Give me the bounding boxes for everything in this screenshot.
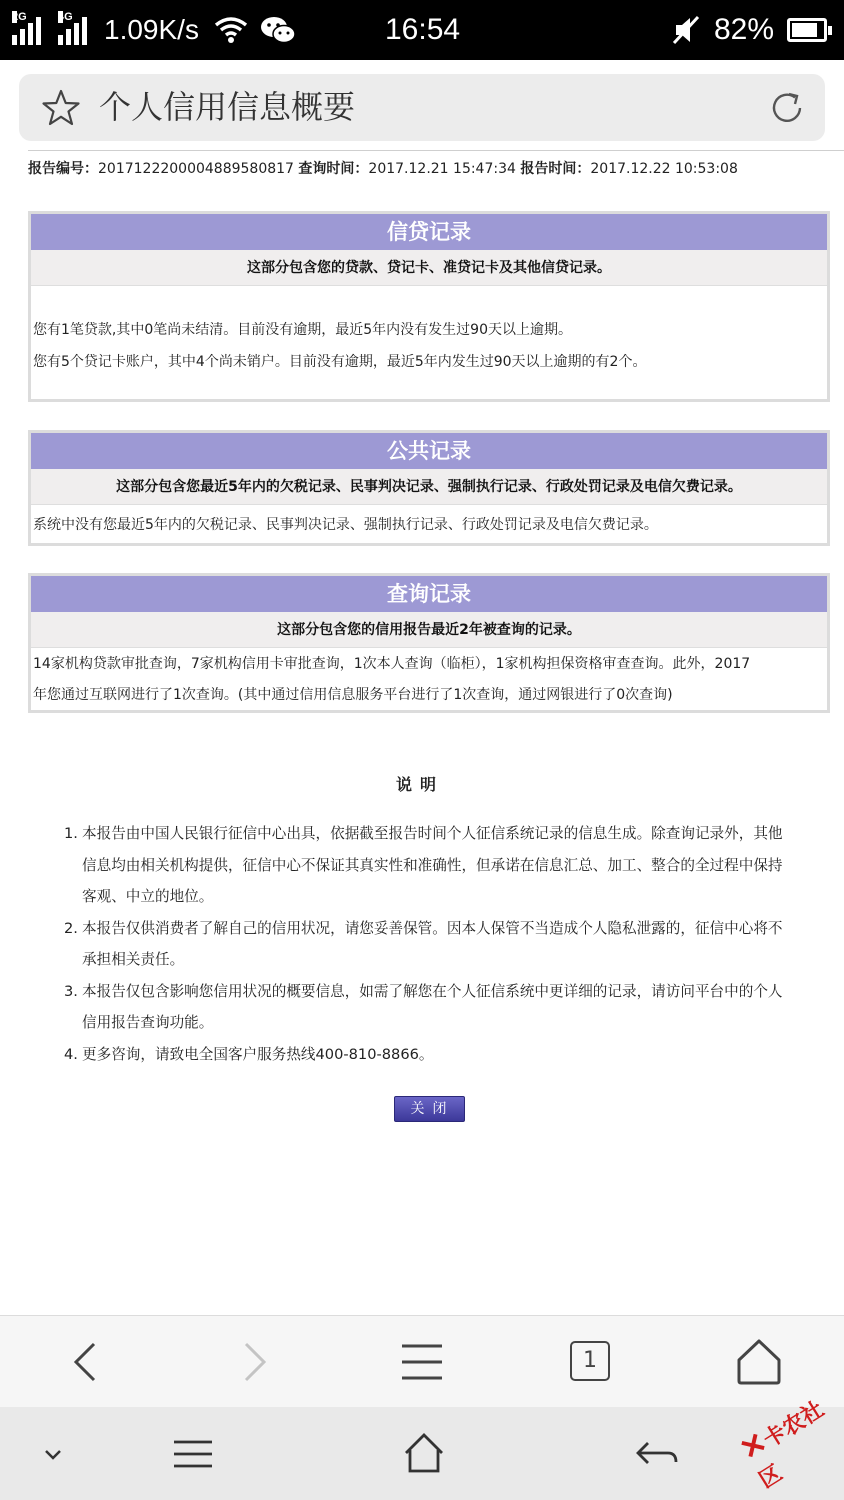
report-no: 2017122200004889580817: [98, 161, 294, 177]
tabs-button[interactable]: [562, 1334, 618, 1390]
wechat-icon: [260, 0, 296, 60]
menu-icon[interactable]: [394, 1334, 450, 1390]
browser-toolbar: [0, 1315, 844, 1407]
notes-list: [62, 818, 828, 1070]
inquiry-line-1: 14家机构贷款审批查询，7家机构信用卡审批查询，1次本人查询（临柜），1家机构担保资格审查查询。此外，2017: [33, 656, 751, 672]
query-time: 2017.12.21 15:47:34: [368, 161, 516, 177]
inquiry-records-section: [28, 573, 830, 713]
page-title: 个人信用信息概要: [99, 88, 356, 126]
system-home-icon[interactable]: [399, 1429, 449, 1479]
url-field[interactable]: [19, 74, 825, 141]
report-meta: [28, 150, 844, 180]
forward-icon[interactable]: [226, 1334, 282, 1390]
notes-title: 说明: [395, 775, 444, 794]
bookmark-star-icon[interactable]: [41, 88, 81, 128]
back-icon[interactable]: [58, 1334, 114, 1390]
report-time-label: 报告时间：: [520, 161, 591, 177]
reload-icon[interactable]: [767, 88, 807, 128]
battery-icon: [787, 18, 827, 42]
inquiry-line-2: 年您通过互联网进行了1次查询。(其中通过信用信息服务平台进行了1次查询，通过网银进行了0次查询): [33, 687, 673, 703]
chevron-down-icon[interactable]: [28, 1429, 78, 1479]
section-title: 公共记录: [31, 433, 827, 469]
tab-count: 1: [570, 1341, 610, 1381]
note-item: 1. 本报告由中国人民银行征信中心出具，依据截至报告时间个人征信系统记录的信息生成。除查询记录外，其他 信息均由相关机构提供，征信中心不保证其真实性和准确性，但承诺在信息汇总、加工、整合的全过程中保持 客观、中立的地位。: [64, 825, 783, 905]
section-subtitle: 这部分包含您最近5年内的欠税记录、民事判决记录、强制执行记录、行政处罚记录及电信欠费记录。: [31, 469, 827, 505]
note-item: 4. 更多咨询，请致电全国客户服务热线400-810-8866。: [64, 1045, 434, 1063]
status-bar: [0, 0, 844, 60]
section-subtitle: 这部分包含您的贷款、贷记卡、准贷记卡及其他信贷记录。: [31, 250, 827, 286]
recent-apps-icon[interactable]: [168, 1429, 218, 1479]
wifi-icon: [214, 0, 248, 60]
report-time: 2017.12.22 10:53:08: [590, 161, 738, 177]
credit-records-section: [28, 211, 830, 402]
public-records-text: 系统中没有您最近5年内的欠税记录、民事判决记录、强制执行记录、行政处罚记录及电信欠费记录。: [33, 517, 658, 533]
credit-loan-summary: 您有1笔贷款,其中0笔尚未结清。目前没有逾期，最近5年内没有发生过90天以上逾期。: [33, 322, 572, 338]
system-back-icon[interactable]: [632, 1429, 682, 1479]
battery-percent: 82%: [714, 13, 775, 46]
close-button[interactable]: 关闭: [394, 1096, 465, 1122]
mute-icon: [672, 0, 700, 60]
section-title: 信贷记录: [31, 214, 827, 250]
signal-2g-icon: 2G: [12, 0, 41, 60]
credit-card-summary: 您有5个贷记卡账户，其中4个尚未销户。目前没有逾期，最近5年内发生过90天以上逾期的有2个。: [33, 354, 647, 370]
home-icon[interactable]: [731, 1334, 787, 1390]
query-time-label: 查询时间：: [298, 161, 369, 177]
public-records-section: [28, 430, 830, 546]
note-item: 3. 本报告仅包含影响您信用状况的概要信息，如需了解您在个人征信系统中更详细的记录，请访问平台中的个人 信用报告查询功能。: [64, 982, 783, 1031]
clock: 16:54: [385, 13, 461, 46]
section-title: 查询记录: [31, 576, 827, 612]
network-speed: 1.09K/s: [104, 14, 199, 45]
report-no-label: 报告编号：: [28, 161, 98, 177]
section-subtitle: 这部分包含您的信用报告最近2年被查询的记录。: [31, 612, 827, 648]
notes: [62, 770, 828, 1070]
browser-address-bar: [0, 60, 844, 156]
watermark-x-icon: ✕: [734, 1425, 774, 1468]
watermark-text: 卡农社区: [754, 1396, 829, 1493]
note-item: 2. 本报告仅供消费者了解自己的信用状况，请您妥善保管。因本人保管不当造成个人隐私泄露的，征信中心将不 承担相关责任。: [64, 919, 783, 968]
signal-4g-icon: 4G: [58, 0, 87, 60]
system-nav-bar: [0, 1407, 844, 1500]
